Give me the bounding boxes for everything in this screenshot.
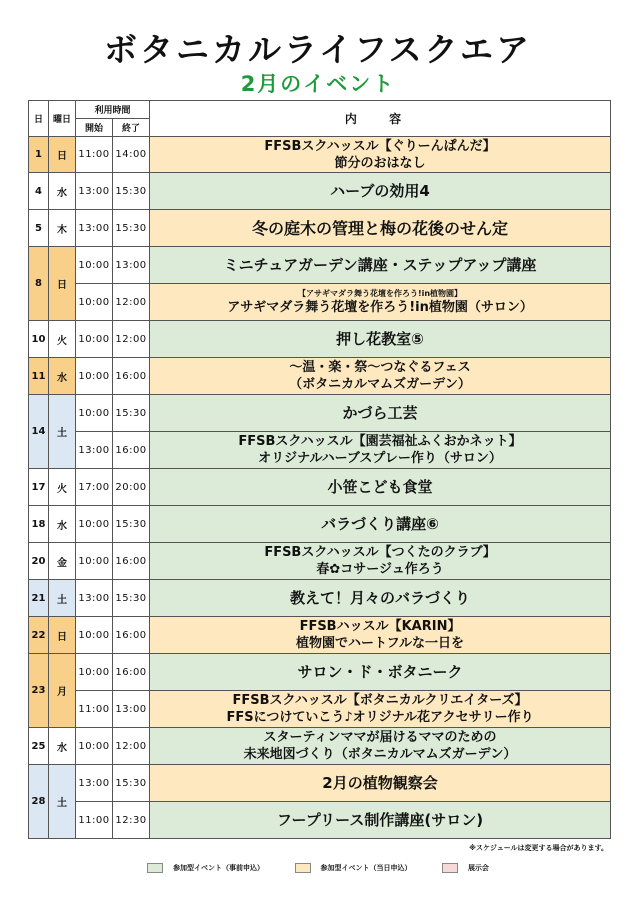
- row-content: [150, 210, 611, 247]
- row-start: 10:00: [76, 358, 113, 395]
- content-line1: 教えて！月々のバラづくり: [290, 588, 471, 607]
- row-weekday: 火: [49, 469, 76, 506]
- row-start: 11:00: [76, 802, 113, 839]
- content-line1: スターティンママが届けるママのための: [263, 730, 497, 745]
- content-line2: 植物園でハートフルな一日を: [295, 636, 465, 651]
- row-day: 17: [29, 469, 49, 506]
- row-start: 13:00: [76, 765, 113, 802]
- row-content: [150, 469, 611, 506]
- legend-swatch: [442, 863, 458, 873]
- header-start: 開始: [76, 119, 113, 137]
- row-day: 23: [29, 654, 49, 728]
- row-end: 12:30: [113, 802, 150, 839]
- row-end: 16:00: [113, 358, 150, 395]
- page-title: ボタニカルライフスクエア: [103, 30, 533, 69]
- content-line1: FFSBスクハッスル【ぐりーんぱんだ】: [264, 138, 496, 154]
- table-row: [29, 247, 611, 284]
- row-weekday: 月: [49, 654, 76, 728]
- content-line2: （ボタニカルマムズガーデン）: [289, 377, 471, 392]
- row-day: 8: [29, 247, 49, 321]
- row-content: [150, 321, 611, 358]
- table-row: [29, 617, 611, 654]
- content-line1: かづら工芸: [342, 403, 418, 422]
- header-content: 内 容: [150, 101, 611, 137]
- row-content: [150, 691, 611, 728]
- row-day: 28: [29, 765, 49, 839]
- row-start: 13:00: [76, 210, 113, 247]
- color-legend: [0, 863, 636, 873]
- row-end: 16:00: [113, 617, 150, 654]
- row-content: [150, 137, 611, 173]
- row-weekday: 水: [49, 506, 76, 543]
- row-day: 21: [29, 580, 49, 617]
- row-day: 10: [29, 321, 49, 358]
- row-content: [150, 580, 611, 617]
- row-content: [150, 802, 611, 839]
- row-content: [150, 765, 611, 802]
- table-row: [29, 395, 611, 432]
- content-line2: 節分のおはなし: [334, 155, 426, 171]
- row-day: 5: [29, 210, 49, 247]
- row-start: 17:00: [76, 469, 113, 506]
- legend-label: 参加型イベント（当日申込）: [320, 864, 412, 872]
- row-content: [150, 173, 611, 210]
- content-line1: ミニチュアガーデン講座・ステップアップ講座: [223, 255, 537, 274]
- table-row: [29, 432, 611, 469]
- table-row: [29, 210, 611, 247]
- row-content: [150, 247, 611, 284]
- table-row: [29, 802, 611, 839]
- row-start: 10:00: [76, 728, 113, 765]
- row-end: 13:00: [113, 691, 150, 728]
- content-line1: FFSBハッスル【KARIN】: [299, 619, 461, 634]
- row-weekday: 金: [49, 543, 76, 580]
- legend-item-exhibition: [442, 863, 489, 873]
- table-row: [29, 654, 611, 691]
- row-weekday: 日: [49, 247, 76, 321]
- header-hours: 利用時間: [76, 101, 150, 119]
- row-start: 10:00: [76, 543, 113, 580]
- row-end: 15:30: [113, 506, 150, 543]
- row-end: 16:00: [113, 432, 150, 469]
- legend-swatch: [295, 863, 311, 873]
- legend-label: 展示会: [467, 864, 489, 872]
- row-weekday: 水: [49, 173, 76, 210]
- table-row: [29, 358, 611, 395]
- row-day: 4: [29, 173, 49, 210]
- row-end: 15:30: [113, 580, 150, 617]
- row-start: 10:00: [76, 395, 113, 432]
- content-line1: FFSBスクハッスル【園芸福祉ふくおかネット】: [238, 434, 522, 449]
- row-start: 10:00: [76, 654, 113, 691]
- row-end: 12:00: [113, 728, 150, 765]
- row-end: 16:00: [113, 543, 150, 580]
- row-end: 12:00: [113, 284, 150, 321]
- row-weekday: 水: [49, 728, 76, 765]
- row-start: 11:00: [76, 137, 113, 173]
- content-line1: 2月の植物観察会: [322, 773, 438, 792]
- legend-swatch: [147, 863, 163, 873]
- content-line1: 小笹こども食堂: [327, 477, 433, 496]
- content-line1: バラづくり講座⑥: [321, 514, 439, 533]
- header-end: 終了: [113, 119, 150, 137]
- header-day: 日: [29, 101, 49, 137]
- content-line2: オリジナルハーブスプレー作り（サロン）: [258, 451, 502, 466]
- content-line2: 未来地図づくり（ボタニカルマムズガーデン）: [243, 747, 517, 762]
- table-row: [29, 728, 611, 765]
- row-content: [150, 506, 611, 543]
- content-line1: FFSBスクハッスル【つくたのクラブ】: [264, 545, 496, 560]
- table-row: [29, 580, 611, 617]
- row-start: 10:00: [76, 321, 113, 358]
- table-row: [29, 506, 611, 543]
- table-row: [29, 137, 611, 173]
- row-content: [150, 395, 611, 432]
- table-row: [29, 765, 611, 802]
- row-weekday: 日: [49, 137, 76, 173]
- table-row: [29, 691, 611, 728]
- row-end: 15:30: [113, 210, 150, 247]
- row-weekday: 日: [49, 617, 76, 654]
- row-weekday: 木: [49, 210, 76, 247]
- row-day: 11: [29, 358, 49, 395]
- table-row: [29, 284, 611, 321]
- row-start: 13:00: [76, 580, 113, 617]
- content-line1: アサギマダラ舞う花壇を作ろう!in植物園（サロン）: [227, 300, 533, 315]
- row-start: 13:00: [76, 173, 113, 210]
- row-start: 10:00: [76, 617, 113, 654]
- row-content: [150, 617, 611, 654]
- row-start: 13:00: [76, 432, 113, 469]
- row-start: 10:00: [76, 247, 113, 284]
- row-end: 15:30: [113, 765, 150, 802]
- content-line1: 押し花教室⑤: [336, 329, 424, 348]
- table-row: [29, 321, 611, 358]
- row-weekday: 土: [49, 765, 76, 839]
- legend-item-advance: [147, 863, 264, 873]
- content-line2: FFSにつけていこう♪オリジナル花アクセサリー作り: [226, 710, 534, 725]
- row-day: 18: [29, 506, 49, 543]
- row-start: 10:00: [76, 506, 113, 543]
- row-content: [150, 543, 611, 580]
- row-content: [150, 432, 611, 469]
- row-content: [150, 728, 611, 765]
- row-day: 25: [29, 728, 49, 765]
- row-weekday: 土: [49, 395, 76, 469]
- row-end: 15:30: [113, 173, 150, 210]
- row-start: 10:00: [76, 284, 113, 321]
- content-line1: ～温・楽・祭～つなぐるフェス: [289, 360, 471, 375]
- row-end: 16:00: [113, 654, 150, 691]
- row-content: [150, 654, 611, 691]
- row-day: 22: [29, 617, 49, 654]
- row-end: 13:00: [113, 247, 150, 284]
- schedule-change-note: ※スケジュールは変更する場合があります。: [469, 844, 608, 852]
- legend-item-same-day: [295, 863, 412, 873]
- row-end: 15:30: [113, 395, 150, 432]
- row-end: 12:00: [113, 321, 150, 358]
- row-content: [150, 358, 611, 395]
- page-subtitle: 2月のイベント: [240, 72, 396, 96]
- content-line1: ハーブの効用4: [330, 181, 430, 200]
- content-line1: 冬の庭木の管理と梅の花後のせん定: [252, 218, 509, 238]
- table-row: [29, 173, 611, 210]
- row-day: 14: [29, 395, 49, 469]
- row-day: 20: [29, 543, 49, 580]
- row-content: [150, 284, 611, 321]
- content-line1: サロン・ド・ボタニーク: [297, 662, 463, 681]
- row-end: 14:00: [113, 137, 150, 173]
- row-start: 11:00: [76, 691, 113, 728]
- content-line2: 春✿コサージュ作ろう: [316, 562, 444, 577]
- legend-label: 参加型イベント（事前申込）: [173, 864, 265, 872]
- row-day: 1: [29, 137, 49, 173]
- table-row: [29, 469, 611, 506]
- row-weekday: 火: [49, 321, 76, 358]
- header-weekday: 曜日: [49, 101, 76, 137]
- event-schedule-table: [28, 100, 611, 839]
- content-line1: フープリース制作講座(サロン): [276, 810, 484, 829]
- row-weekday: 土: [49, 580, 76, 617]
- content-line1: FFSBスクハッスル【ボタニカルクリエイターズ】: [232, 693, 528, 708]
- table-row: [29, 543, 611, 580]
- content-small: 【アサギマダラ舞う花壇を作ろう!in植物園】: [297, 289, 463, 298]
- row-end: 20:00: [113, 469, 150, 506]
- row-weekday: 水: [49, 358, 76, 395]
